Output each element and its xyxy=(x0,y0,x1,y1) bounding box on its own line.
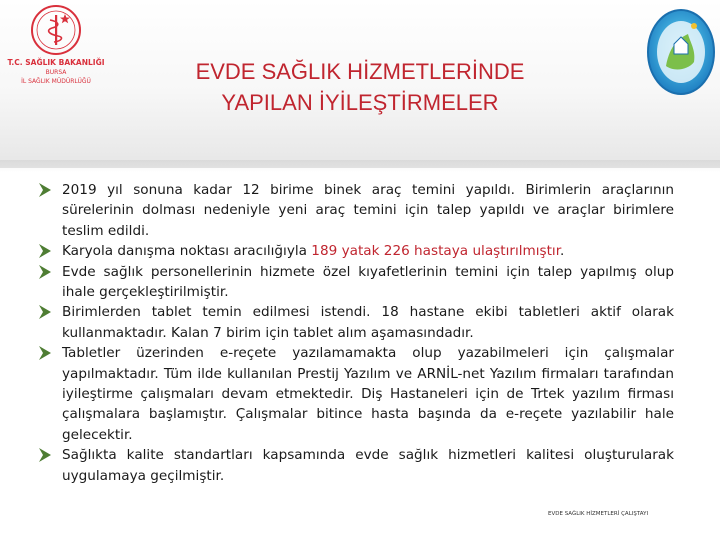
bullet-item xyxy=(38,445,674,486)
bullet-item xyxy=(38,262,674,303)
ministry-directorate: İL SAĞLIK MÜDÜRLÜĞÜ xyxy=(21,78,91,85)
ministry-name: T.C. SAĞLIK BAKANLIĞI xyxy=(7,58,105,67)
bullet-item xyxy=(38,241,674,261)
bullet-text: Tabletler üzerinden e-reçete yazılamamakta olup yazabilmeleri için çalışmalar yapılmaktadır. Tüm ilde kullanılan Prestij Yazılım ve ARNİL-net Yazılım firmaları tarafından iyileştirme çalışmaları devam etmektedir. Diş Hastaneleri için de Trtek yazılım firması çalışmalara başlamıştır. Çalışmalar bitince hasta başında da e-reçete yazılabilir hale gelecektir. xyxy=(62,345,674,443)
evde-saglik-round-logo-icon xyxy=(644,4,718,104)
bullet-list xyxy=(38,180,674,486)
arrow-bullet-icon xyxy=(38,181,52,199)
bullet-text-end: . xyxy=(560,243,565,260)
footer-label: EVDE SAĞLIK HİZMETLERİ ÇALIŞTAYI xyxy=(548,511,649,517)
arrow-bullet-icon xyxy=(38,303,52,321)
bullet-text: 2019 yıl sonuna kadar 12 birime binek araç temini yapıldı. Birimlerin araçlarının sürelerinin dolması nedeniyle yeni araç temini için talep yapıldı ve araçlar birimlere teslim edildi. xyxy=(62,182,674,239)
slide-title xyxy=(150,56,570,118)
ministry-logo xyxy=(4,4,108,116)
bullet-item xyxy=(38,343,674,445)
bullet-text: Karyola danışma noktası aracılığıyla xyxy=(62,243,312,260)
ministry-of-health-emblem-icon xyxy=(30,4,82,56)
ministry-city: BURSA xyxy=(45,69,67,76)
bullet-text: Sağlıkta kalite standartları kapsamında evde sağlık hizmetleri kalitesi oluşturularak uygulamaya geçilmiştir. xyxy=(62,447,674,484)
evde-saglik-logo xyxy=(644,4,718,104)
arrow-bullet-icon xyxy=(38,263,52,281)
bullet-item xyxy=(38,180,674,241)
arrow-bullet-icon xyxy=(38,446,52,464)
arrow-bullet-icon xyxy=(38,344,52,362)
title-line-2: YAPILAN İYİLEŞTİRMELER xyxy=(221,90,499,115)
arrow-bullet-icon xyxy=(38,242,52,260)
bullet-item xyxy=(38,302,674,343)
bullet-text: Evde sağlık personellerinin hizmete özel kıyafetlerinin temini için talep yapılmış olup ihale gerçekleştirilmiştir. xyxy=(62,263,674,301)
bullet-text: Birimlerden tablet temin edilmesi istendi. 18 hastane ekibi tabletleri aktif olarak kullanmaktadır. Kalan 7 birim için tablet alım aşamasındadır. xyxy=(62,304,674,341)
title-line-1: EVDE SAĞLIK HİZMETLERİNDE xyxy=(195,59,525,84)
bullet-highlight: 189 yatak 226 hastaya ulaştırılmıştır xyxy=(311,243,561,260)
header-shadow xyxy=(0,160,720,172)
